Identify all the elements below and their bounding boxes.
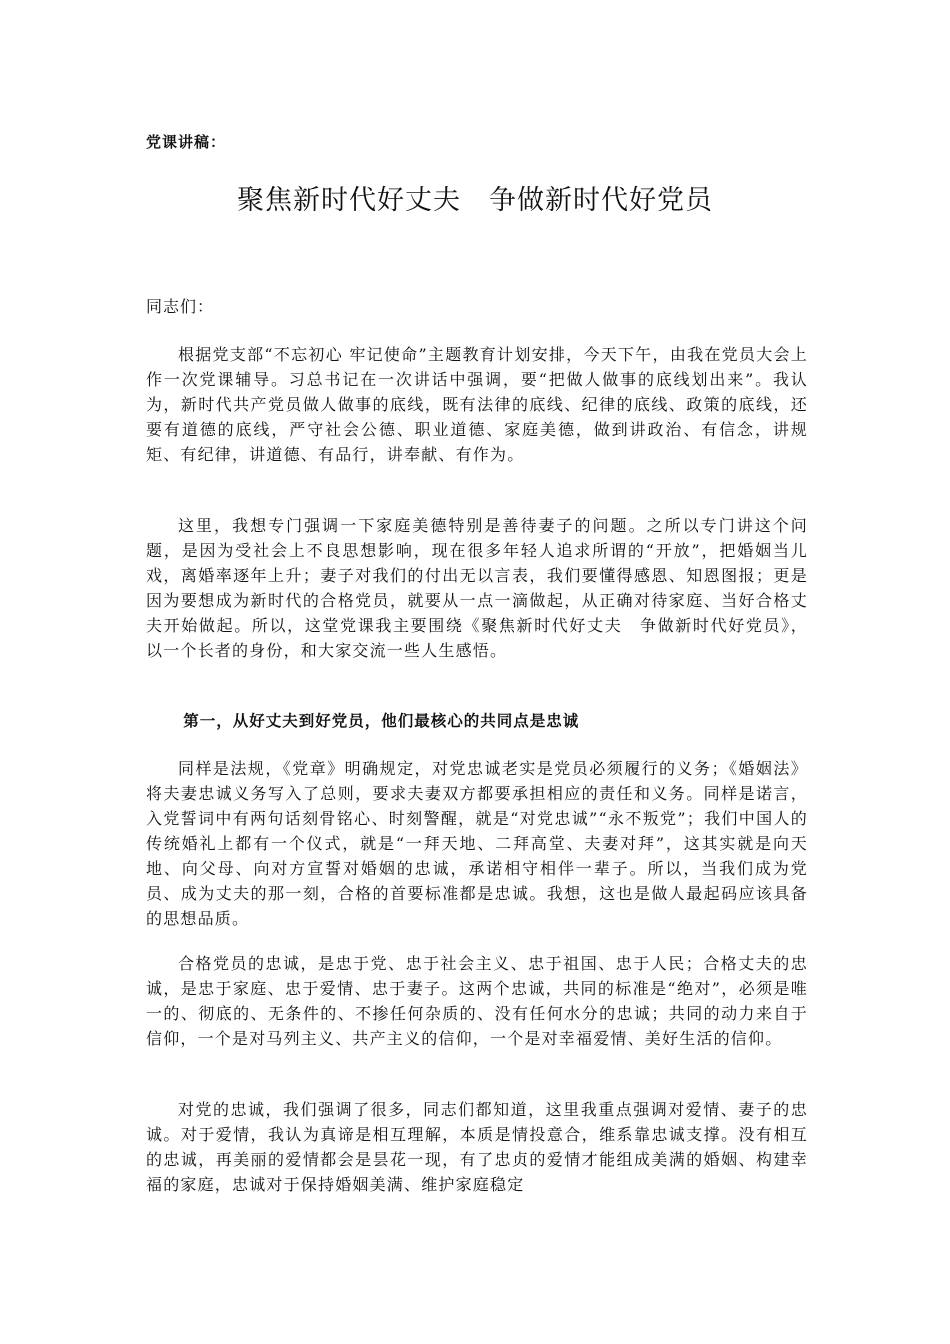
document-label: 党课讲稿： bbox=[146, 133, 227, 151]
paragraph: 对党的忠诚，我们强调了很多，同志们都知道，这里我重点强调对爱情、妻子的忠诚。对于爱情，我认为真谛是相互理解，本质是情投意合，维系靠忠诚支撑。没有相互的忠诚，再美丽的爱情都会是昙花一现，有了忠贞的爱情才能组成美满的婚姻、构建幸福的家庭，忠诚对于保持婚姻美满、维护家庭稳定 bbox=[146, 1100, 808, 1194]
paragraph: 根据党支部“不忘初心 牢记使命”主题教育计划安排，今天下午，由我在党员大会上作一次党课辅导。习总书记在一次讲话中强调，要“把做人做事的底线划出来”。我认为，新时代共产党员做人做事的底线，既有法律的底线、纪律的底线、政策的底线，还要有道德的底线，严守社会公德、职业道德、家庭美德，做到讲政治、有信念，讲规矩、有纪律，讲道德、有品行，讲奉献、有作为。 bbox=[146, 345, 808, 464]
paragraph: 这里，我想专门强调一下家庭美德特别是善待妻子的问题。之所以专门讲这个问题，是因为受社会上不良思想影响，现在很多年轻人追求所谓的“开放”，把婚姻当儿戏，离婚率逐年上升；妻子对我们的付出无以言表，我们要懂得感恩、知恩图报；更是因为要想成为新时代的合格党员，就要从一点一滴做起，从正确对待家庭、当好合格丈夫开始做起。所以，这堂党课我主要围绕《聚焦新时代好丈夫 争做新时代好党员》，以一个长者的身份，和大家交流一些人生感悟。 bbox=[146, 516, 808, 660]
salutation: 同志们： bbox=[146, 297, 215, 316]
section-heading: 第一，从好丈夫到好党员，他们最核心的共同点是忠诚 bbox=[183, 711, 580, 730]
document-title: 聚焦新时代好丈夫 争做新时代好党员 bbox=[237, 185, 713, 216]
paragraph: 合格党员的忠诚，是忠于党、忠于社会主义、忠于祖国、忠于人民；合格丈夫的忠诚，是忠于家庭、忠于爱情、忠于妻子。这两个忠诚，共同的标准是“绝对”，必须是唯一的、彻底的、无条件的、不掺任何杂质的、没有任何水分的忠诚；共同的动力来自于信仰，一个是对马列主义、共产主义的信仰，一个是对幸福爱情、美好生活的信仰。 bbox=[146, 954, 808, 1048]
paragraph: 同样是法规，《党章》明确规定，对党忠诚老实是党员必须履行的义务；《婚姻法》将夫妻忠诚义务写入了总则，要求夫妻双方都要承担相应的责任和义务。同样是诺言，入党誓词中有两句话刻骨铭心、时刻警醒，就是“对党忠诚”“永不叛党”；我们中国人的传统婚礼上都有一个仪式，就是“一拜天地、二拜高堂、夫妻对拜”，这其实就是向天地、向父母、向对方宣誓对婚姻的忠诚，承诺相守相伴一辈子。所以，当我们成为党员、成为丈夫的那一刻，合格的首要标准都是忠诚。我想，这也是做人最起码应该具备的思想品质。 bbox=[146, 759, 808, 928]
